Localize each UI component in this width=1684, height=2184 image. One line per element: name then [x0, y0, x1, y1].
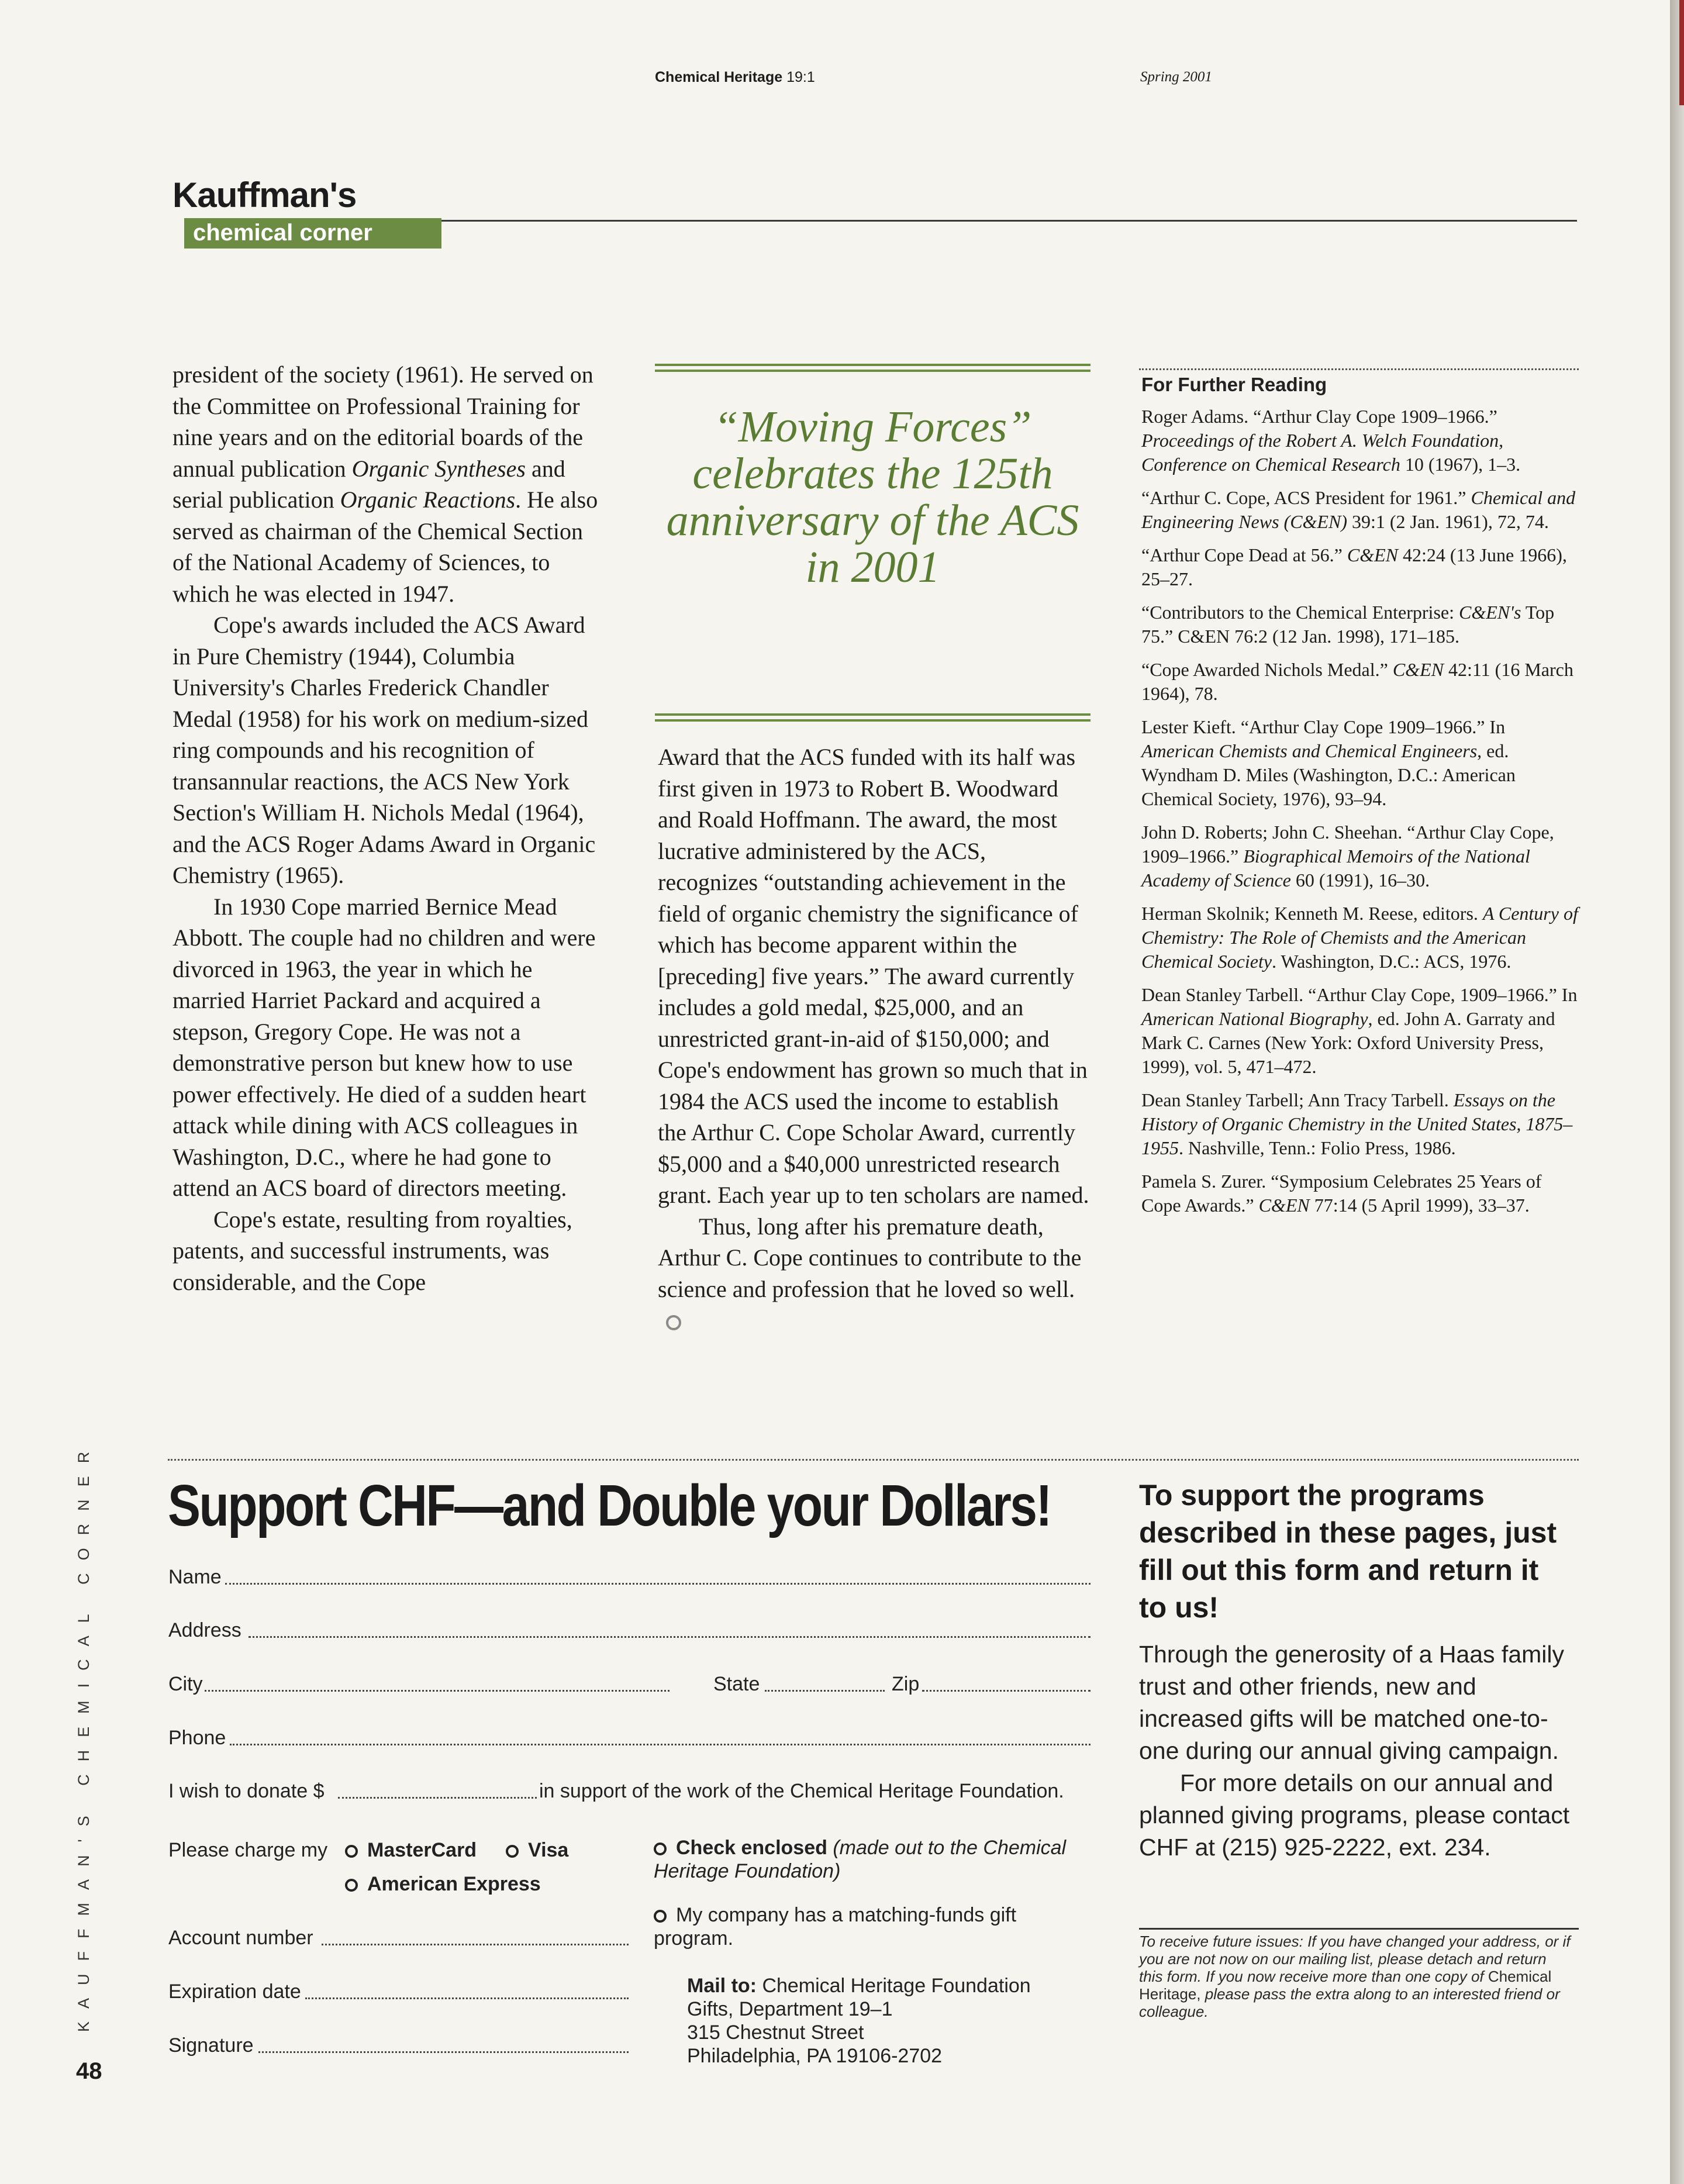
pullquote: “Moving Forces” celebrates the 125th anniversary of the ACS in 2001 — [666, 402, 1079, 592]
city-field[interactable] — [205, 1690, 670, 1692]
end-of-article-icon — [666, 1315, 681, 1330]
matching-funds-option[interactable]: My company has a matching-funds gift program. — [654, 1904, 1017, 1950]
col1-paragraph-4: Cope's estate, resulting from royalties, patents, and successful instruments, was considerable, and the Cope — [172, 1206, 572, 1295]
radio-circle-icon — [345, 1879, 358, 1892]
sidebar-paragraph-1: Through the generosity of a Haas family trust and other friends, new and increased gifts will be matched one-to-one during our annual giving campaign. — [1139, 1641, 1564, 1764]
col2-paragraph-1: Award that the ACS funded with its half was first given in 1973 to Robert B. Woodward and Roald Hoffmann. The award, the most lucrative administered by the ACS, recognizes “outstanding achievement in the field of organic chemistry the significance of which has become apparent within the [preceding] five years.” The award currently includes a gold medal, $25,000, and an unrestricted grant-in-aid of $150,000; and Cope's endowment has grown so much that in 1984 the ACS used the income to establish the Arthur C. Cope Scholar Award, currently $5,000 and a $40,000 unrestricted research grant. Each year up to ten scholars are named. — [658, 744, 1089, 1208]
page-edge-mark — [1679, 0, 1684, 105]
form-divider — [168, 1459, 1579, 1461]
address-field[interactable] — [249, 1636, 1091, 1638]
donate-suffix: in support of the work of the Chemical Heritage Foundation. — [539, 1780, 1064, 1802]
issue-number: 19:1 — [786, 69, 815, 85]
article-column-2 — [658, 741, 1091, 1336]
masthead-rule — [441, 220, 1577, 222]
col1-paragraph-3: In 1930 Cope married Bernice Mead Abbott. The couple had no children and were divorced in 1963, the year in which he married Harriet Packard and acquired a stepson, Gregory Cope. He was not a demonstrative person but knew how to use power effectively. He died of a sudden heart attack while dining with ACS colleagues in Washington, D.C., where he had gone to attend an ACS board of directors meeting. — [172, 893, 596, 1201]
zip-label: Zip — [892, 1673, 920, 1695]
sidebar-paragraph-2: For more details on our annual and planned giving programs, please contact CHF at (215) 925-2222, ext. 234. — [1139, 1769, 1570, 1861]
visa-option[interactable]: Visa — [506, 1838, 568, 1862]
mailing-address: Mail to: Chemical Heritage Foundation Gifts, Department 19–1 315 Chestnut Street Philadelphia, PA 19106-2702 — [687, 1975, 1031, 2067]
address-label: Address — [168, 1619, 241, 1641]
reference-item: Dean Stanley Tarbell. “Arthur Clay Cope, 1909–1966.” In American National Biography, ed. John A. Garraty and Mark C. Carnes (New York: Oxford University Press, 1999), vol. 5, 471–472. — [1141, 984, 1578, 1077]
sidebar-rule — [1139, 1928, 1579, 1930]
running-head-date: Spring 2001 — [1140, 69, 1212, 85]
reference-item: “Cope Awarded Nichols Medal.” C&EN 42:11 (16 March 1964), 78. — [1141, 659, 1573, 704]
sidebar-headline: To support the programs described in these pages, just fill out this form and return it to us! — [1139, 1479, 1557, 1624]
city-label: City — [168, 1673, 203, 1695]
running-head-title — [655, 69, 815, 86]
col1-paragraph-2: Cope's awards included the ACS Award in Pure Chemistry (1944), Columbia University's Charles Frederick Chandler Medal (1958) for his work on medium-sized ring compounds and his recognition of transannular reactions, the ACS New York Section's William H. Nichols Medal (1964), and the ACS Roger Adams Award in Organic Chemistry (1965). — [172, 612, 596, 888]
col2-closing-text: Thus, long after his premature death, Arthur C. Cope continues to contribute to the science and profession that he loved so well. — [658, 1213, 1082, 1302]
state-label: State — [713, 1673, 760, 1695]
check-enclosed-option[interactable]: Check enclosed (made out to the Chemical Heritage Foundation) — [654, 1837, 1067, 1882]
zip-field[interactable] — [922, 1690, 1091, 1692]
reference-list — [1141, 405, 1579, 1227]
amex-option[interactable]: American Express — [345, 1872, 541, 1896]
col2-paragraph-2 — [658, 1211, 1091, 1336]
reference-item: Lester Kieft. “Arthur Clay Cope 1909–1966.” In American Chemists and Chemical Engineers, ed. Wyndham D. Miles (Washington, D.C.: American Chemical Society, 1976), 93–94. — [1141, 716, 1516, 809]
phone-field[interactable] — [230, 1744, 1091, 1745]
pullquote-rule-bottom — [655, 713, 1091, 722]
masthead-title: Kauffman's — [172, 175, 357, 215]
reference-item: Herman Skolnik; Kenneth M. Reese, editors. A Century of Chemistry: The Role of Chemists and the American Chemical Society. Washington, D.C.: ACS, 1976. — [1141, 903, 1578, 972]
signature-field[interactable] — [258, 2051, 629, 2053]
signature-label: Signature — [168, 2034, 254, 2057]
article-column-1 — [172, 359, 605, 1298]
vertical-section-label: KAUFFMAN'S CHEMICAL CORNER — [75, 1438, 92, 2032]
name-label: Name — [168, 1566, 222, 1588]
state-field[interactable] — [765, 1690, 885, 1692]
further-reading-rule — [1139, 368, 1579, 370]
expiration-label: Expiration date — [168, 1981, 301, 2003]
sidebar-body — [1139, 1638, 1583, 1864]
masthead-subtitle: chemical corner — [193, 220, 372, 246]
publication-name: Chemical Heritage — [655, 69, 783, 85]
further-reading-heading: For Further Reading — [1141, 374, 1327, 395]
donate-label: I wish to donate $ — [168, 1780, 325, 1802]
reference-item: Pamela S. Zurer. “Symposium Celebrates 25 Years of Cope Awards.” C&EN 77:14 (5 April 1999), 33–37. — [1141, 1171, 1542, 1216]
reference-item: John D. Roberts; John C. Sheehan. “Arthur Clay Cope, 1909–1966.” Biographical Memoirs of the National Academy of Science 60 (1991), 16–30. — [1141, 822, 1554, 891]
charge-label: Please charge my — [168, 1839, 328, 1861]
reference-item: Roger Adams. “Arthur Clay Cope 1909–1966.” Proceedings of the Robert A. Welch Foundation, Conference on Chemical Research 10 (1967), 1–3. — [1141, 406, 1521, 475]
reference-item: “Contributors to the Chemical Enterprise: C&EN's Top 75.” C&EN 76:2 (12 Jan. 1998), 171–185. — [1141, 602, 1555, 647]
form-headline: Support CHF—and Double your Dollars! — [168, 1473, 1051, 1538]
page-edge — [1670, 0, 1684, 2184]
account-number-field[interactable] — [322, 1944, 629, 1945]
name-field[interactable] — [225, 1583, 1091, 1585]
donate-amount-field[interactable] — [338, 1797, 537, 1799]
mail-to-label: Mail to: — [687, 1975, 757, 1997]
account-label: Account number — [168, 1927, 313, 1949]
pullquote-rule-top — [655, 364, 1091, 372]
radio-circle-icon — [506, 1845, 519, 1858]
mastercard-option[interactable]: MasterCard — [345, 1838, 477, 1862]
radio-circle-icon — [654, 1910, 667, 1923]
reference-item: “Arthur C. Cope, ACS President for 1961.” Chemical and Engineering News (C&EN) 39:1 (2 Jan. 1961), 72, 74. — [1141, 487, 1576, 532]
col1-paragraph-1: president of the society (1961). He served on the Committee on Professional Training for nine years and on the editorial boards of the annual publication Organic Syntheses and serial publication Organic Reactions. He also served as chairman of the Chemical Section of the National Academy of Sciences, to which he was elected in 1947. — [172, 361, 598, 607]
phone-label: Phone — [168, 1727, 226, 1749]
reference-item: Dean Stanley Tarbell; Ann Tracy Tarbell. Essays on the History of Organic Chemistry in the United States, 1875–1955. Nashville, Tenn.: Folio Press, 1986. — [1141, 1089, 1573, 1158]
radio-circle-icon — [654, 1843, 667, 1855]
reference-item: “Arthur Cope Dead at 56.” C&EN 42:24 (13 June 1966), 25–27. — [1141, 544, 1567, 589]
page-number: 48 — [76, 2058, 102, 2084]
radio-circle-icon — [345, 1845, 358, 1858]
expiration-date-field[interactable] — [305, 1997, 629, 1999]
subscription-note: To receive future issues: If you have changed your address, or if you are not now on our mailing list, please detach and return this form. If you now receive more than one copy of Chemical Heritage, please pass the extra along to an interested friend or colleague. — [1139, 1933, 1571, 2020]
